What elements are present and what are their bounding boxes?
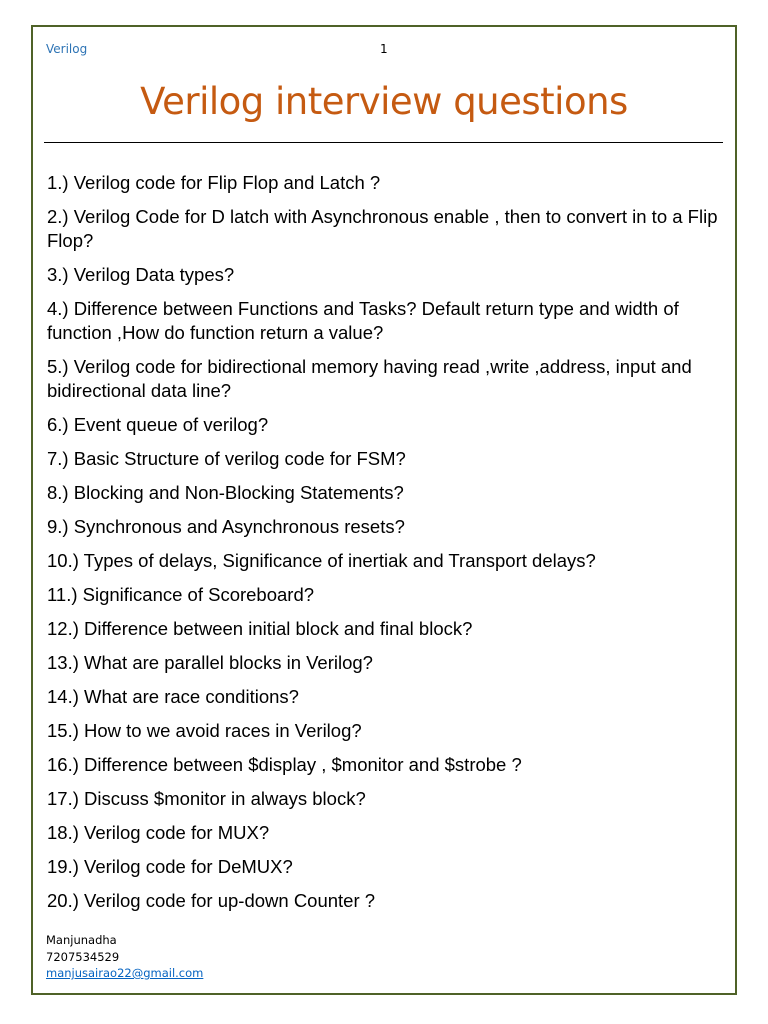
author-email-link[interactable]: manjusairao22@gmail.com bbox=[46, 966, 204, 980]
question-item: 5.) Verilog code for bidirectional memory having read ,write ,address, input and bidirectional data line? bbox=[47, 356, 692, 401]
question-item: 6.) Event queue of verilog? bbox=[47, 414, 269, 435]
author-phone: 7207534529 bbox=[46, 949, 120, 964]
question-item: 10.) Types of delays, Significance of inertiak and Transport delays? bbox=[47, 550, 596, 571]
question-item: 1.) Verilog code for Flip Flop and Latch ? bbox=[47, 172, 381, 193]
question-item: 12.) Difference between initial block and final block? bbox=[47, 618, 473, 639]
question-item: 9.) Synchronous and Asynchronous resets? bbox=[47, 516, 405, 537]
question-item: 7.) Basic Structure of verilog code for FSM? bbox=[47, 448, 406, 469]
question-item: 15.) How to we avoid races in Verilog? bbox=[47, 720, 362, 741]
question-item: 17.) Discuss $monitor in always block? bbox=[47, 788, 366, 809]
question-item: 14.) What are race conditions? bbox=[47, 686, 299, 707]
author-footer bbox=[46, 932, 203, 982]
question-item: 4.) Difference between Functions and Tasks? Default return type and width of function ,How do function return a value? bbox=[47, 298, 679, 343]
question-item: 13.) What are parallel blocks in Verilog? bbox=[47, 652, 373, 673]
question-item: 19.) Verilog code for DeMUX? bbox=[47, 856, 293, 877]
question-item: 11.) Significance of Scoreboard? bbox=[47, 584, 315, 605]
title-divider bbox=[44, 142, 723, 143]
question-item: 16.) Difference between $display , $monitor and $strobe ? bbox=[47, 754, 522, 775]
document-title: Verilog interview questions bbox=[140, 80, 628, 123]
question-item: 20.) Verilog code for up-down Counter ? bbox=[47, 890, 376, 911]
question-list bbox=[47, 171, 727, 923]
author-name: Manjunadha bbox=[46, 933, 117, 947]
question-item: 3.) Verilog Data types? bbox=[47, 264, 235, 285]
question-item: 18.) Verilog code for MUX? bbox=[47, 822, 270, 843]
question-item: 2.) Verilog Code for D latch with Asynchronous enable , then to convert in to a Flip Flop? bbox=[47, 206, 718, 251]
page-number: 1 bbox=[380, 42, 388, 56]
header-title: Verilog bbox=[46, 42, 88, 56]
question-item: 8.) Blocking and Non-Blocking Statements? bbox=[47, 482, 404, 503]
